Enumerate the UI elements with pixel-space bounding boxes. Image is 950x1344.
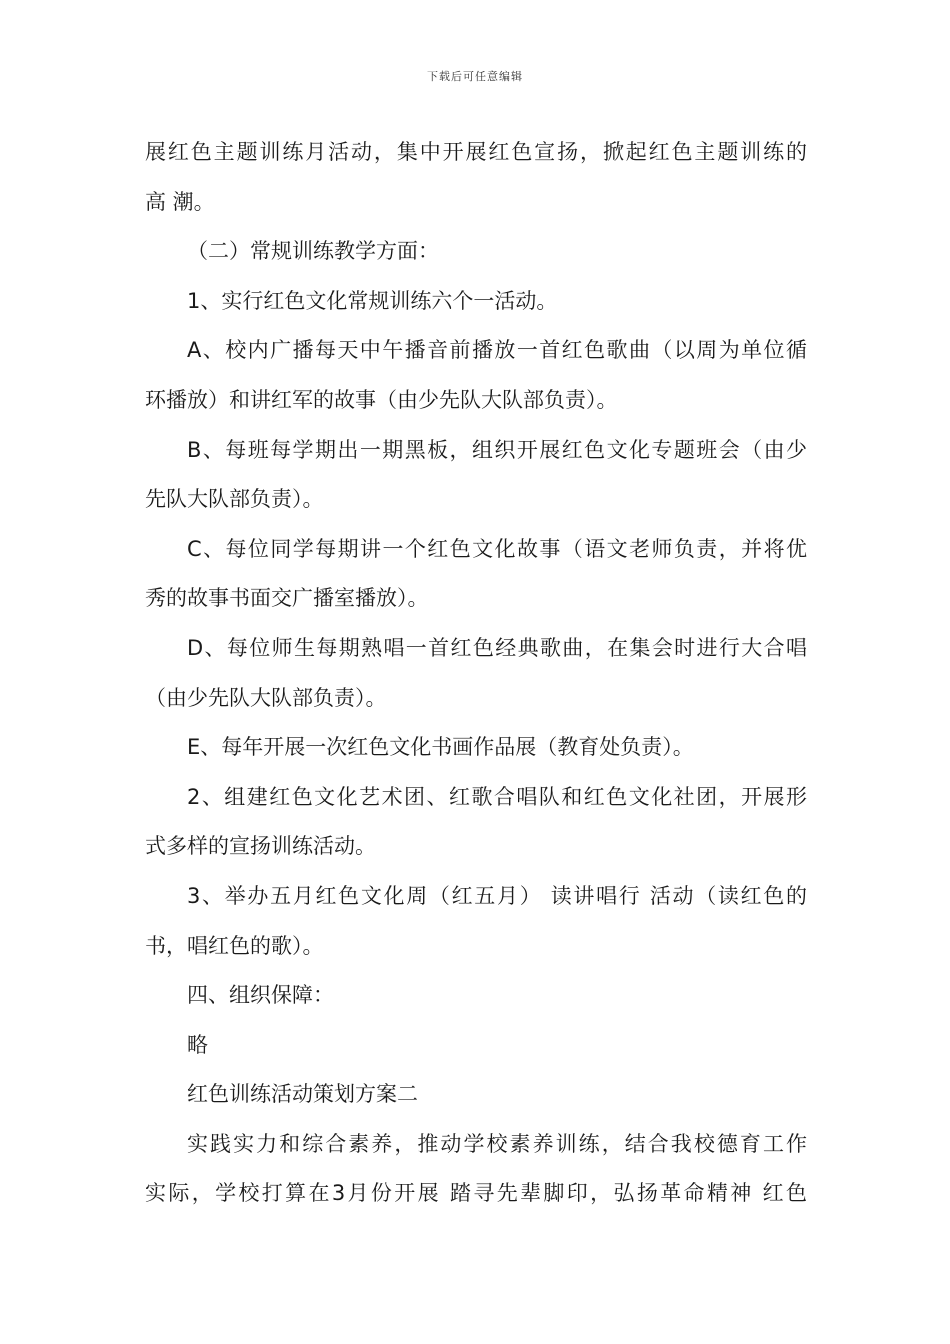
document-body — [145, 128, 807, 1219]
text-line: C、每位同学每期讲一个红色文化故事（语文老师负责，并将优 — [187, 536, 807, 561]
text-line: （由少先队大队部负责）。 — [145, 685, 387, 710]
text-line: 环播放）和讲红军的故事（由少先队大队部负责）。 — [145, 387, 618, 412]
text-line: （二）常规训练教学方面： — [187, 239, 439, 264]
text-line: 先队大队部负责）。 — [145, 487, 324, 512]
page-header: 下载后可任意编辑 — [427, 70, 523, 83]
text-line: 3、举办五月红色文化周（红五月） 读讲唱行 活动（读红色的 — [187, 883, 807, 908]
text-line: 书，唱红色的歌）。 — [145, 933, 324, 958]
text-line: E、每年开展一次红色文化书画作品展（教育处负责）。 — [187, 735, 694, 760]
text-line: 略 — [187, 1032, 208, 1057]
text-line: 实际，学校打算在3月份开展 踏寻先辈脚印，弘扬革命精神 红色 — [145, 1181, 807, 1206]
text-line: 1、实行红色文化常规训练六个一活动。 — [187, 288, 558, 313]
text-line: 2、组建红色文化艺术团、红歌合唱队和红色文化社团，开展形 — [187, 784, 807, 809]
text-line: 式多样的宣扬训练活动。 — [145, 834, 376, 859]
text-line: 秀的故事书面交广播室播放）。 — [145, 586, 429, 611]
text-line: B、每班每学期出一期黑板，组织开展红色文化专题班会（由少 — [187, 437, 807, 462]
text-line: 实践实力和综合素养，推动学校素养训练，结合我校德育工作 — [187, 1131, 807, 1156]
text-line: 红色训练活动策划方案二 — [187, 1082, 418, 1107]
text-line: 展红色主题训练月活动，集中开展红色宣扬，掀起红色主题训练的 — [145, 140, 807, 164]
text-line: A、校内广播每天中午播音前播放一首红色歌曲（以周为单位循 — [187, 338, 807, 363]
text-line: 高 潮。 — [145, 189, 215, 214]
text-line: D、每位师生每期熟唱一首红色经典歌曲，在集会时进行大合唱 — [187, 635, 807, 660]
text-line: 四、组织保障： — [187, 983, 334, 1008]
